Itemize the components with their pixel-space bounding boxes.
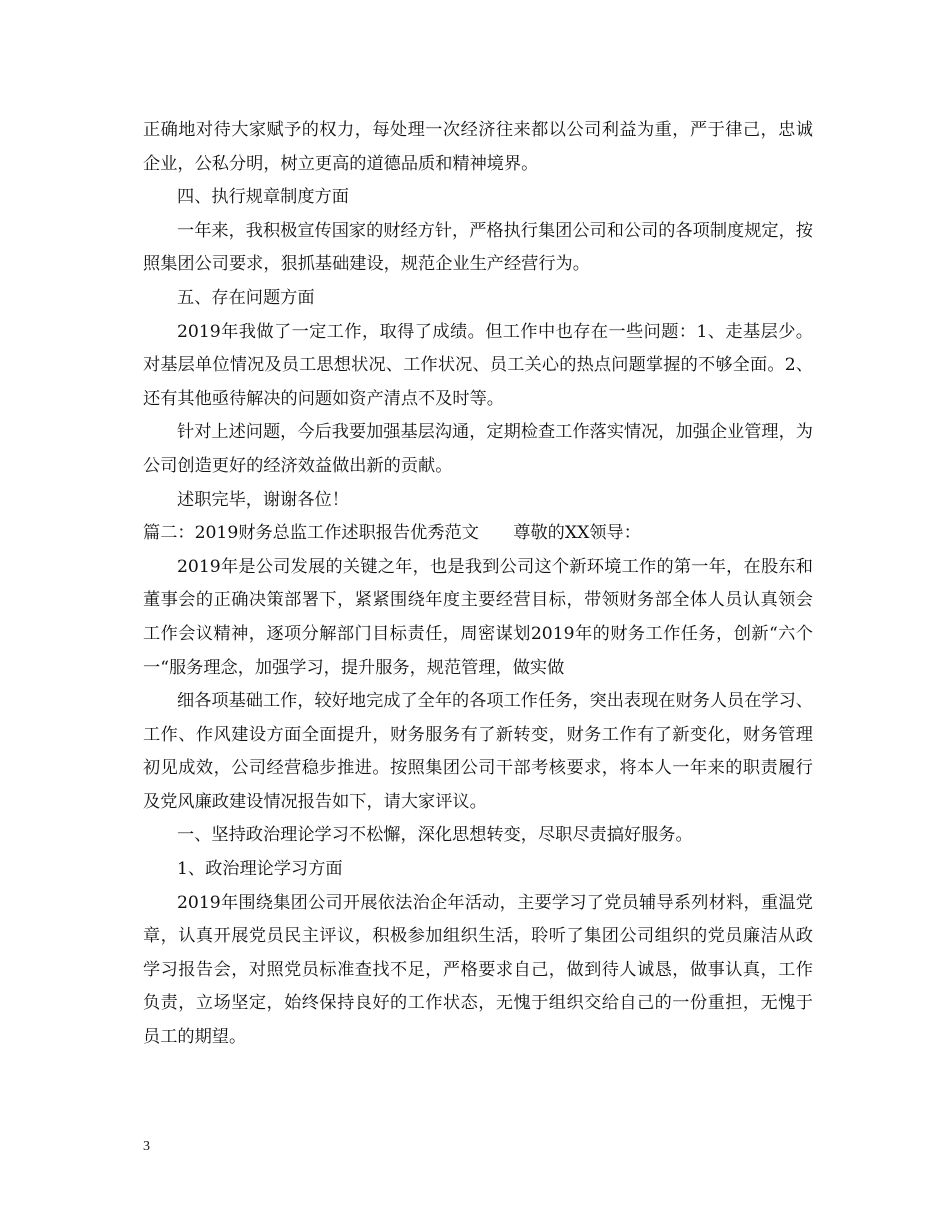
paragraph: 细各项基础工作，较好地完成了全年的各项工作任务，突出表现在财务人员在学习、工作、作风建设方面全面提升，财务服务有了新转变，财务工作有了新变化，财务管理初见成效，公司经营稳步推进。按照集团公司干部考核要求，将本人一年来的职责履行及党风廉政建设情况报告如下，请大家评议。 (143, 691, 813, 812)
section-heading: 五、存在问题方面 (177, 287, 315, 308)
paragraph: 2019年是公司发展的关键之年，也是我到公司这个新环境工作的第一年，在股东和董事会的正确决策部署下，紧紧围绕年度主要经营目标，带领财务部全体人员认真领会工作会议精神，逐项分解部门目标责任，周密谋划2019年的财务工作任务，创新“六个一“服务理念，加强学习，提升服务，规范管理，做实做 (143, 556, 813, 678)
page-number: 3 (143, 1139, 150, 1154)
closing-line: 述职完毕，谢谢各位！ (177, 489, 349, 510)
paragraph: 针对上述问题，今后我要加强基层沟通，定期检查工作落实情况，加强企业管理，为公司创造更好的经济效益做出新的贡献。 (143, 422, 813, 476)
paragraph: 2019年围绕集团公司开展依法治企年活动，主要学习了党员辅导系列材料，重温党章，认真开展党员民主评议，积极参加组织生活，聆听了集团公司组织的党员廉洁从政学习报告会，对照党员标准查找不足，严格要求自己，做到待人诚恳，做事认真，工作负责，立场坚定，始终保持良好的工作状态，无愧于组织交给自己的一份重担，无愧于员工的期望。 (143, 892, 813, 1048)
section-heading: 一、坚持政治理论学习不松懈，深化思想转变，尽职尽责搞好服务。 (177, 825, 693, 846)
paragraph: 一年来，我积极宣传国家的财经方针，严格执行集团公司和公司的各项制度规定，按照集团公司要求，狠抓基础建设，规范企业生产经营行为。 (143, 220, 813, 275)
subsection-heading: 1、政治理论学习方面 (177, 859, 343, 880)
paragraph: 2019年我做了一定工作，取得了成绩。但工作中也存在一些问题：1、走基层少。对基层单位情况及员工思想状况、工作状况、员工关心的热点问题掌握的不够全面。2、还有其他亟待解决的问题如资产清点不及时等。 (143, 321, 813, 409)
section-heading: 四、执行规章制度方面 (177, 187, 349, 208)
document-body (143, 114, 813, 1055)
paragraph: 正确地对待大家赋予的权力，每处理一次经济往来都以公司利益为重，严于律己，忠诚企业，公私分明，树立更高的道德品质和精神境界。 (143, 120, 813, 174)
article-title: 篇二：2019财务总监工作述职报告优秀范文 尊敬的XX领导： (143, 523, 641, 544)
